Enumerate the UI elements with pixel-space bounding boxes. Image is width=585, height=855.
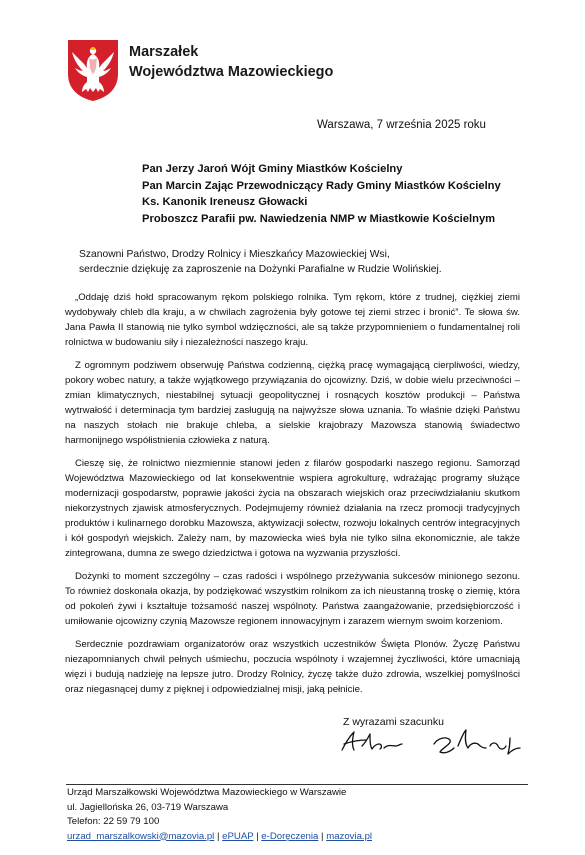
letter-date: Warszawa, 7 września 2025 roku: [317, 119, 486, 131]
recipient-line: Pan Jerzy Jaroń Wójt Gminy Miastków Kościelny: [142, 163, 403, 175]
body-paragraph: Z ogromnym podziwem obserwuję Państwa codzienną, ciężką pracę wymagającą cierpliwości, wiedzy, pokory wobec natury, a także wyjątkowego przywiązania do ojcowizny. Dziś, w dobie wielu przeciwności – zmian klimatycznych, niestabilnej sytuacji geopolitycznej i rosnących kosztów produkcji – Państwa wytrwałość i determinacja tym bardziej zasługują na najwyższe słowa uznania. To właśnie dzięki Państwu na naszych stołach nie brakuje chleba, a sielskie krajobrazy Mazowsza stanowią świadectwo harmonijnego współistnienia człowieka z naturą.: [65, 360, 520, 446]
e-doreczenia-link[interactable]: e-Doręczenia: [261, 830, 319, 842]
recipient-line: Proboszcz Parafii pw. Nawiedzenia NMP w Miastkowie Kościelnym: [142, 212, 496, 225]
footer-address: ul. Jagiellońska 26, 03-719 Warszawa: [67, 801, 229, 813]
link-separator: |: [216, 830, 220, 842]
org-title-line2: Województwa Mazowieckiego: [129, 64, 334, 80]
organization-name: [129, 42, 333, 82]
recipient-line: Ks. Kanonik Ireneusz Głowacki: [142, 196, 308, 208]
closing-phrase: Z wyrazami szacunku: [343, 716, 444, 728]
epuap-link[interactable]: ePUAP: [222, 830, 254, 842]
greeting-line2: serdecznie dziękuję za zaproszenie na Dożynki Parafialne w Rudzie Wolińskiej.: [79, 263, 442, 275]
link-separator: |: [256, 830, 259, 842]
recipients-block: [142, 161, 501, 227]
greeting-line1: Szanowni Państwo, Drodzy Rolnicy i Mieszkańcy Mazowieckiej Wsi,: [79, 249, 390, 260]
footer-divider: [66, 784, 528, 785]
letter-greeting: [79, 248, 442, 277]
footer: [67, 786, 372, 844]
website-link[interactable]: mazovia.pl: [326, 830, 373, 842]
link-separator: |: [321, 830, 324, 842]
body-paragraph: „Oddaję dziś hołd spracowanym rękom polskiego rolnika. Tym rękom, które z trudnej, ciężkiej ziemi wydobywały chleb dla kraju, a w chwilach zagrożenia były gotowe tej ziemi strzec i bronić”. Te słowa św. Jana Pawła II stanowią nie tylko symbol wdzięczności, ale są także przypomnieniem o fundamentalnej roli rolnictwa w budowaniu siły i niezależności naszego kraju.: [65, 292, 520, 348]
org-title-line1: Marszałek: [129, 44, 199, 60]
body-paragraph: Serdecznie pozdrawiam organizatorów oraz wszystkich uczestników Święta Plonów. Życzę Państwu niezapomnianych chwil pełnych uśmiechu, poczucia wspólnoty i wzajemnej życzliwości, które umacniają więzi i budują nadzieję na lepsze jutro. Drodzy Rolnicy, życzę także dużo zdrowia, wszelkiej pomyślności oraz niegasnącej dumy z pięknej i odpowiedzialnej misji, jaką pełnicie.: [65, 639, 520, 695]
body-paragraph: Cieszę się, że rolnictwo niezmiennie stanowi jeden z filarów gospodarki naszego regionu. Samorząd Województwa Mazowieckiego od lat konsekwentnie wspiera agrokulturę, wdrażając programy służące modernizacji gospodarstw, poprawie jakości życia na obszarach wiejskich oraz przeciwdziałaniu skutkom niekorzystnych zjawisk atmosferycznych. Podejmujemy również działania na rzecz promocji tradycyjnych produktów i kulinarnego dorobku Mazowsza, aktywizacji sołectw, rozwoju lokalnych centrów integracyjnych i kół gospodyń wiejskich. Zależy nam, by mazowiecka wieś była nie tylko silna ekonomicznie, ale także zintegrowana, dumna ze swego dziedzictwa i gotowa na wyzwania przyszłości.: [65, 458, 520, 559]
letter-body: [65, 290, 520, 705]
body-paragraph: Dożynki to moment szczególny – czas radości i wspólnego przeżywania sukcesów minionego sezonu. To również doskonała okazja, by podziękować wszystkim rolnikom za ich nieustanną troskę o ziemię, która od pokoleń żywi i kształtuje tożsamość naszej wspólnoty. Państwa zaangażowanie, przedsiębiorczość i umiłowanie ojcowizny czynią Mazowsze regionem innowacyjnym i zarazem wiernym swoim korzeniom.: [65, 571, 520, 627]
footer-phone: Telefon: 22 59 79 100: [67, 816, 160, 827]
email-link[interactable]: urzad_marszalkowski@mazovia.pl: [67, 830, 215, 842]
handwritten-signature: [332, 722, 532, 760]
recipient-line: Pan Marcin Zając Przewodniczący Rady Gminy Miastków Kościelny: [142, 179, 501, 192]
footer-links: [67, 830, 372, 845]
footer-office-name: Urząd Marszałkowski Województwa Mazowieckiego w Warszawie: [67, 787, 347, 798]
mazovia-eagle-crest-icon: [66, 38, 120, 102]
